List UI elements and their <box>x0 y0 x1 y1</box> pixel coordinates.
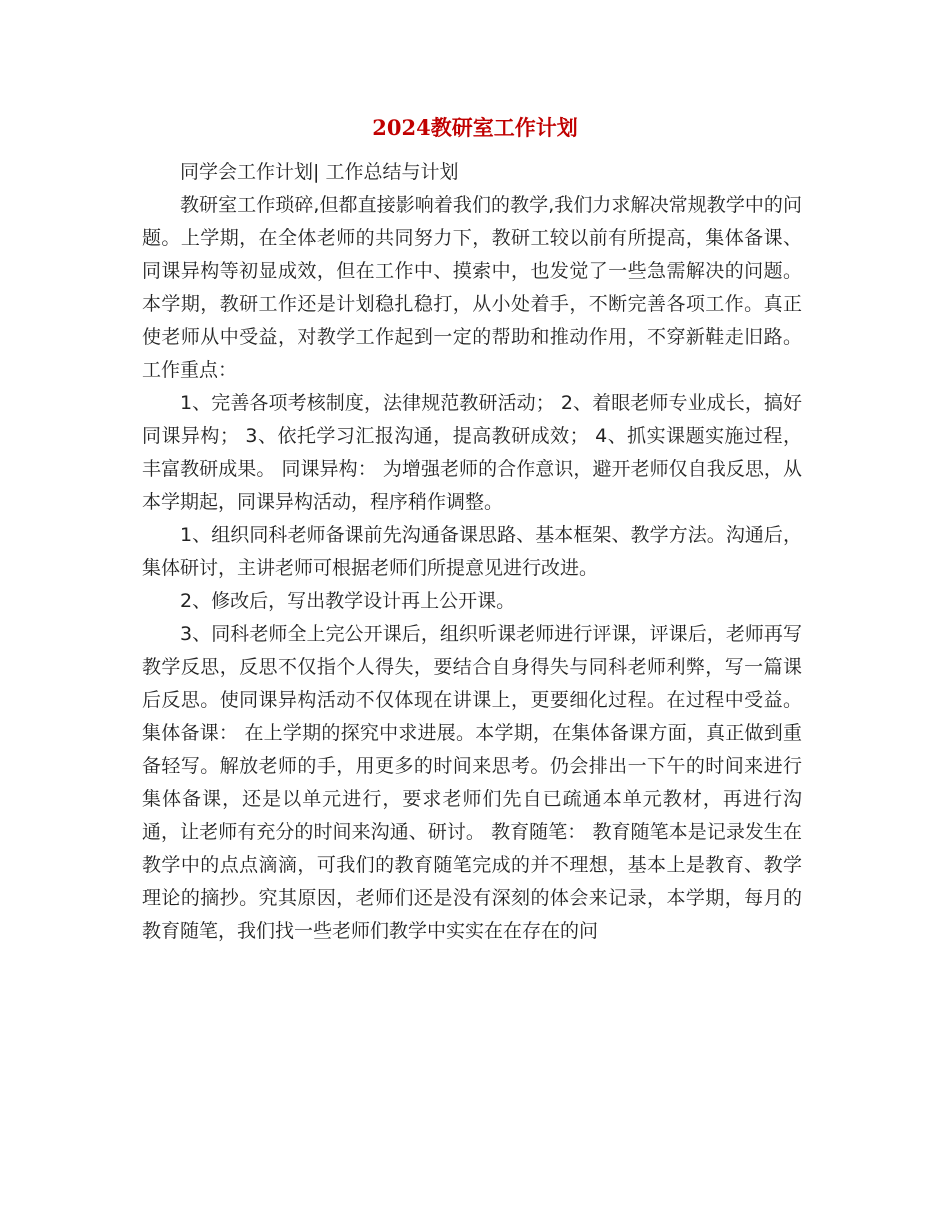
paragraph-step-3: 3、同科老师全上完公开课后，组织听课老师进行评课，评课后，老师再写教学反思，反思不仅指个人得失，要结合自身得失与同科老师利弊，写一篇课后反思。使同课异构活动不仅体现在讲课上，更要细化过程。在过程中受益。 集体备课： 在上学期的探究中求进展。本学期，在集体备课方面，真正做到重备轻写。解放老师的手，用更多的时间来思考。仍会排出一下午的时间来进行集体备课，还是以单元进行，要求老师们先自已疏通本单元教材，再进行沟通，让老师有充分的时间来沟通、研讨。 教育随笔： 教育随笔本是记录发生在教学中的点点滴滴，可我们的教育随笔完成的并不理想，基本上是教育、教学理论的摘抄。究其原因，老师们还是没有深刻的体会来记录，本学期，每月的教育随笔，我们找一些老师们教学中实实在在存在的问 <box>142 623 802 942</box>
paragraph-intro: 教研室工作琐碎,但都直接影响着我们的教学,我们力求解决常规教学中的问题。上学期，在全体老师的共同努力下，教研工较以前有所提高，集体备课、同课异构等初显成效，但在工作中、摸索中，也发觉了一些急需解决的问题。本学期，教研工作还是计划稳扎稳打，从小处着手，不断完善各项工作。真正使老师从中受益，对教学工作起到一定的帮助和推动作用，不穿新鞋走旧路。工作重点： <box>142 194 802 381</box>
paragraph-step-2: 2、修改后，写出教学设计再上公开课。 <box>180 590 516 612</box>
document-title: 2024教研室工作计划 <box>372 115 578 140</box>
paragraph-key-points: 1、完善各项考核制度，法律规范教研活动； 2、着眼老师专业成长，搞好同课异构； 3、依托学习汇报沟通，提高教研成效； 4、抓实课题实施过程，丰富教研成果。 同课异构： 为增强老师的合作意识，避开老师仅自我反思，从本学期起，同课异构活动，程序稍作调整。 <box>142 392 802 513</box>
document-body <box>142 156 802 948</box>
paragraph-subtitle: 同学会工作计划| 工作总结与计划 <box>180 161 459 183</box>
paragraph-step-1: 1、组织同科老师备课前先沟通备课思路、基本框架、教学方法。沟通后，集体研讨，主讲老师可根据老师们所提意见进行改进。 <box>142 524 802 579</box>
